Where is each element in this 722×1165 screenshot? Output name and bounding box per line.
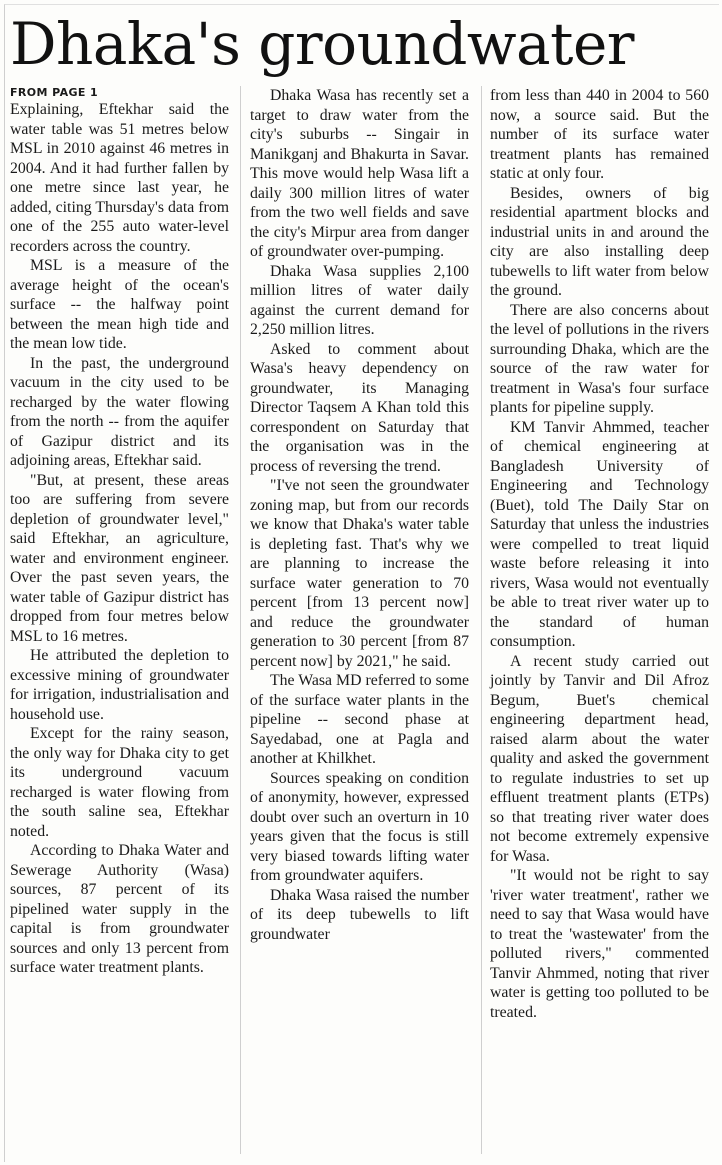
paragraph: According to Dhaka Water and Sewerage Authority (Wasa) sources, 87 percent of its pipelined water supply in the capital is from groundwater sources and only 13 percent from surface water treatment plants. — [10, 842, 229, 976]
paragraph: MSL is a measure of the average height of the ocean's surface -- the halfway point between the mean high tide and the mean low tide. — [10, 257, 229, 352]
paragraph: Dhaka Wasa raised the number of its deep tubewells to lift groundwater — [250, 886, 469, 943]
paragraph: In the past, the underground vacuum in the city used to be recharged by the water flowing from the north -- from the aquifer of Gazipur district and its adjoining areas, Eftekhar said. — [10, 354, 229, 469]
paragraph: Except for the rainy season, the only way for Dhaka city to get its underground vacuum recharged is water flowing from the south saline sea, Eftekhar noted. — [10, 725, 229, 840]
paragraph: KM Tanvir Ahmmed, teacher of chemical engineering at Bangladesh University of Engineering and Technology (Buet), told The Daily Star on Saturday that unless the industries were compelled to treat liquid waste before releasing it into rivers, Wasa would not eventually be able to treat river water up to the standard of human consumption. — [490, 418, 709, 650]
column-rule — [240, 86, 241, 1154]
column-rule — [481, 86, 482, 1154]
paragraph: The Wasa MD referred to some of the surface water plants in the pipeline -- second phase at Sayedabad, one at Pagla and another at Khilkhet. — [250, 672, 469, 767]
column-1 — [10, 86, 229, 978]
paragraph: He attributed the depletion to excessive mining of groundwater for irrigation, industrialisation and household use. — [10, 647, 229, 723]
paragraph: A recent study carried out jointly by Tanvir and Dil Afroz Begum, Buet's chemical engineering department head, raised alarm about the water quality and asked the government to regulate industries to set up effluent treatment plants (ETPs) so that treating river water does not become extremely expensive for Wasa. — [490, 652, 709, 865]
paragraph: Dhaka Wasa has recently set a target to draw water from the city's suburbs -- Singair in Manikganj and Bhakurta in Savar. This move would help Wasa lift a daily 300 million litres of water from the two well fields and save the city's Mirpur area from danger of groundwater over-pumping. — [250, 87, 469, 260]
paragraph: "I've not seen the groundwater zoning map, but from our records we know that Dhaka's water table is depleting fast. That's why we are planning to increase the surface water generation to 70 percent [from 13 percent now] and reduce the groundwater generation to 30 percent [from 87 percent now] by 2021," he said. — [250, 477, 469, 670]
paragraph: Sources speaking on condition of anonymity, however, expressed doubt over such an overturn in 10 years given that the focus is still very biased towards lifting water from groundwater aquifers. — [250, 769, 469, 884]
kicker-from-page-1: FROM PAGE 1 — [10, 86, 99, 99]
paragraph: Asked to comment about Wasa's heavy dependency on groundwater, its Managing Director Taqsem A Khan told this correspondent on Saturday that the organisation was in the process of reversing the trend. — [250, 340, 469, 475]
paragraph: There are also concerns about the level of pollutions in the rivers surrounding Dhaka, which are the source of the raw water for treatment in Wasa's four surface plants for pipeline supply. — [490, 301, 709, 416]
headline: Dhaka's groundwater — [10, 10, 634, 78]
paragraph: from less than 440 in 2004 to 560 now, a source said. But the number of its surface water treatment plants has remained static at only four. — [490, 87, 709, 182]
paragraph: Dhaka Wasa supplies 2,100 million litres of water daily against the current demand for 2,250 million litres. — [250, 262, 469, 338]
paragraph: Explaining, Eftekhar said the water table was 51 metres below MSL in 2010 against 46 metres in 2004. And it had further fallen by one metre since last year, he added, citing Thursday's data from one of the 255 auto water-level recorders across the country. — [10, 101, 229, 255]
paragraph: Besides, owners of big residential apartment blocks and industrial units in and around the city are also installing deep tubewells to lift water from below the ground. — [490, 184, 709, 299]
column-3 — [490, 86, 709, 1022]
paragraph: "But, at present, these areas too are suffering from severe depletion of groundwater level," said Eftekhar, an agriculture, water and environment engineer. Over the past seven years, the water table of Gazipur district has dropped from four metres below MSL to 16 metres. — [10, 471, 229, 645]
paragraph: "It would not be right to say 'river water treatment', rather we need to say that Wasa would have to treat the 'wastewater' from the polluted rivers," commented Tanvir Ahmmed, noting that river water is getting too polluted to be treated. — [490, 867, 709, 1021]
column-2 — [250, 86, 469, 944]
